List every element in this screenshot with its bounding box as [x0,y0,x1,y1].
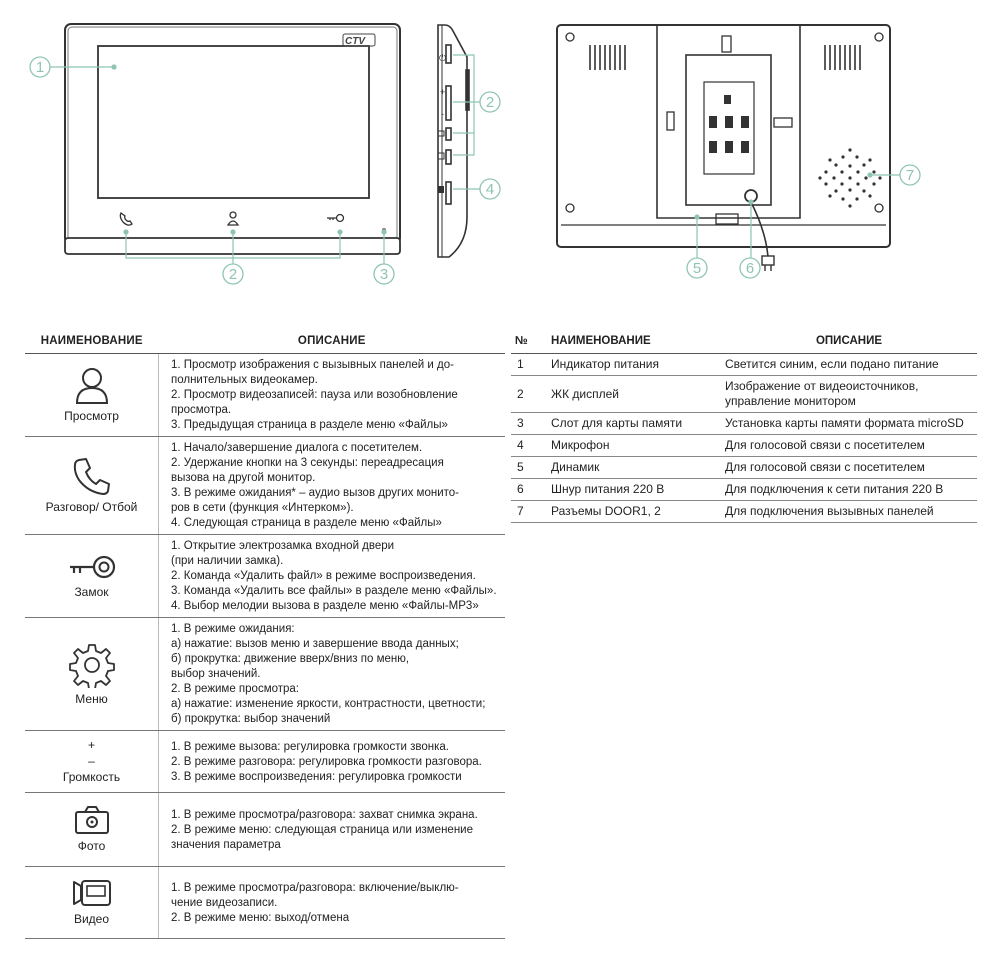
button-functions-table [25,330,505,939]
svg-text:4: 4 [485,181,495,198]
header-number: № [511,330,543,354]
row-description: Светится синим, если подано питание [725,357,939,371]
row-description: управление монитором [725,394,856,408]
row-description: Для подключения вызывных панелей [725,504,934,518]
header-description: ОПИСАНИЕ [159,330,506,354]
header-description: ОПИСАНИЕ [721,330,977,354]
desc-line: выбор значений. [171,668,261,680]
lcd-screen [98,46,369,198]
row-number: 1 [511,354,543,376]
row-name: Просмотр [64,408,119,423]
table-row [511,479,977,501]
svg-text:5: 5 [692,260,702,277]
desc-line: а) нажатие: вызов меню и завершение ввода данных; [171,638,459,650]
row-number: 5 [511,457,543,479]
table-row [25,793,505,867]
side-card-icon [438,186,444,193]
desc-line: 3. Предыдущая страница в разделе меню «Файлы» [171,419,448,431]
row-description: Для голосовой связи с посетителем [725,460,925,474]
desc-line: б) прокрутка: движение вверх/вниз по меню, [171,653,410,665]
callout-3 [374,264,394,284]
row-name: Замок [74,584,109,599]
phone-handset-icon [73,456,111,496]
desc-line: 1. Открытие электрозамка входной двери [171,540,395,552]
row-name: Видео [73,912,110,926]
callout-2-side [480,92,500,112]
desc-line: 2. Удержание кнопки на 3 секунды: переадресация [171,457,444,469]
table-row [511,354,977,376]
row-name: Разговор/ Отбой [45,500,138,514]
table-row [25,618,505,731]
side-minus-icon: - [441,109,444,119]
desc-line: 2. В режиме разговора: регулировка громкости разговора. [171,755,482,768]
desc-line: 4. Выбор мелодии вызова в разделе меню «Файлы-MP3» [171,600,479,612]
row-description: Изображение от видеоисточников, [725,379,919,393]
svg-text:2: 2 [485,94,495,111]
desc-line: вызова на другой монитор. [171,472,316,484]
desc-line: 2. Команда «Удалить файл» в режиме воспроизведения. [171,570,476,582]
row-number: 4 [511,435,543,457]
row-number: 7 [511,501,543,523]
table-row [25,731,505,793]
desc-line: полнительных видеокамер. [171,374,318,386]
desc-line: 3. В режиме ожидания* – аудио вызов других монито- [171,487,459,499]
desc-line: ров в сети (функция «Интерком»). [171,502,354,514]
side-power-icon: ⏻ [439,53,447,63]
row-name: ЖК дисплей [543,376,721,413]
callout-6 [740,258,760,278]
desc-line: 3. Команда «Удалить все файлы» в разделе меню «Файлы». [171,585,497,597]
desc-line: просмотра. [171,404,232,416]
row-number: 6 [511,479,543,501]
row-name: Динамик [543,457,721,479]
side-plus-icon: + [440,87,446,97]
person-icon [74,367,110,405]
row-name: Шнур питания 220 В [543,479,721,501]
desc-line: 2. В режиме просмотра: [171,683,299,695]
desc-line: 1. В режиме просмотра/разговора: включение/выклю- [171,881,459,894]
gear-icon [69,642,115,688]
table-row [25,535,505,618]
svg-text:7: 7 [905,167,915,184]
row-description: Установка карты памяти формата microSD [725,416,964,430]
table-row [25,354,505,437]
desc-line: 2. Просмотр видеозаписей: пауза или возобновление [171,389,458,401]
callout-5 [687,258,707,278]
row-name: Громкость [62,770,121,784]
table-row [511,413,977,435]
table-row [511,376,977,413]
callout-4 [480,179,500,199]
table-row [511,501,977,523]
desc-line: 1. В режиме вызова: регулировка громкости звонка. [171,740,449,753]
key-icon [66,553,118,581]
table-header-row [25,330,505,354]
table-row [511,457,977,479]
monitor-front-view [65,24,400,254]
row-number: 2 [511,376,543,413]
desc-line: 4. Следующая страница в разделе меню «Файлы» [171,517,442,529]
header-name: НАИМЕНОВАНИЕ [543,330,721,354]
svg-text:1: 1 [35,59,45,76]
table-row [25,437,505,535]
table-row [25,867,505,939]
volume-minus-icon: – [88,754,95,768]
camera-icon [74,805,110,835]
device-diagram [0,0,1000,300]
svg-text:2: 2 [228,266,238,283]
row-description: Для подключения к сети питания 220 В [725,482,944,496]
video-record-icon [71,878,113,908]
desc-line: 2. В режиме меню: следующая страница или изменение [171,823,473,836]
desc-line: чение видеозаписи. [171,896,278,909]
svg-text:3: 3 [379,266,389,283]
header-name: НАИМЕНОВАНИЕ [25,330,159,354]
row-name: Фото [77,839,106,853]
svg-text:6: 6 [745,260,755,277]
brand-logo-text: CTV [345,36,365,47]
components-table [511,330,977,523]
volume-plus-icon: + [87,738,95,752]
row-name: Индикатор питания [543,354,721,376]
desc-line: 1. В режиме просмотра/разговора: захват снимка экрана. [171,808,478,821]
row-name: Слот для карты памяти [543,413,721,435]
desc-line: б) прокрутка: выбор значений [171,713,331,725]
table-row [511,435,977,457]
row-number: 3 [511,413,543,435]
row-name: Микрофон [543,435,721,457]
desc-line: 1. Начало/завершение диалога с посетителем. [171,442,423,454]
row-description: Для голосовой связи с посетителем [725,438,925,452]
desc-line: а) нажатие: изменение яркости, контрастности, цветности; [171,698,486,710]
desc-line: 1. Просмотр изображения с вызывных панелей и до- [171,359,454,371]
monitor-back-view [557,25,890,271]
row-name: Разъемы DOOR1, 2 [543,501,721,523]
desc-line: 1. В режиме ожидания: [171,623,295,635]
desc-line: 2. В режиме меню: выход/отмена [171,911,350,924]
desc-line: 3. В режиме воспроизведения: регулировка громкости [171,770,462,783]
callout-7 [900,165,920,185]
callout-2-front [223,264,243,284]
desc-line: значения параметра [171,838,281,851]
table-header-row [511,330,977,354]
desc-line: (при наличии замка). [171,555,284,567]
callout-1 [30,57,50,77]
row-name: Меню [75,691,108,706]
